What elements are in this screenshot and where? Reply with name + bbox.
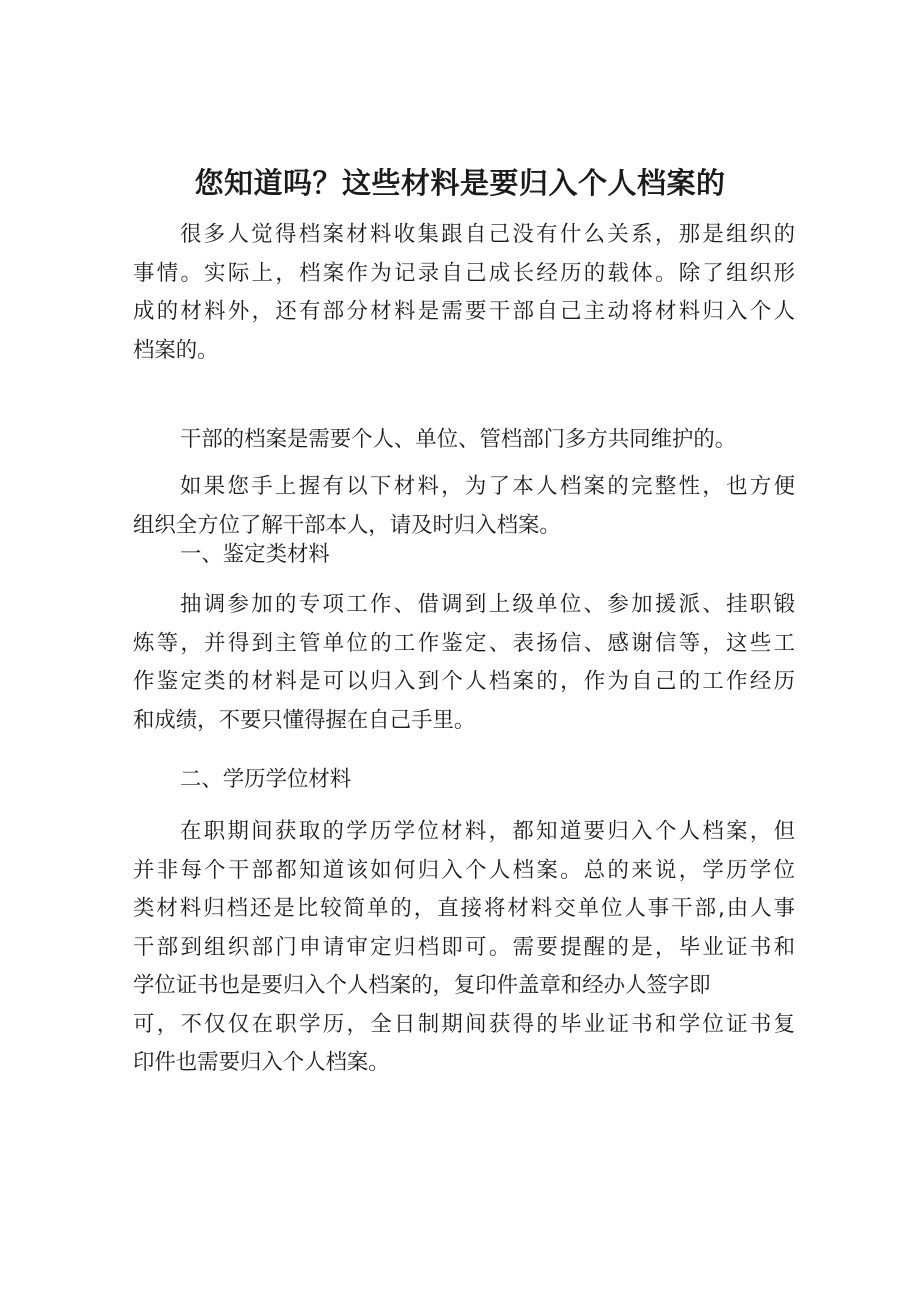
paragraph-line: 在职期间获取的学历学位材料，都知道要归入个人档案，但 bbox=[180, 819, 795, 844]
paragraph-line: 很多人觉得档案材料收集跟自己没有什么关系，那是组织的 bbox=[180, 222, 795, 247]
paragraph-line: 组织全方位了解干部本人，请及时归入档案。 bbox=[133, 512, 561, 538]
paragraph-line: 如果您手上握有以下材料，为了本人档案的完整性，也方便 bbox=[180, 474, 795, 499]
paragraph-line: 类材料归档还是比较简单的，直接将材料交单位人事干部,由人事 bbox=[133, 896, 795, 921]
paragraph-line: 可，不仅仅在职学历，全日制期间获得的毕业证书和学位证书复 bbox=[133, 1011, 795, 1037]
section-heading: 二、学历学位材料 bbox=[180, 767, 352, 792]
paragraph-line: 干部的档案是需要个人、单位、管档部门多方共同维护的。 bbox=[180, 427, 737, 452]
section-heading: 一、鉴定类材料 bbox=[180, 542, 330, 567]
paragraph-line: 作鉴定类的材料是可以归入到个人档案的，作为自己的工作经历 bbox=[133, 669, 795, 694]
paragraph-education bbox=[133, 813, 795, 1083]
paragraph-maintenance bbox=[133, 421, 795, 460]
section-heading-appraisal bbox=[133, 536, 795, 575]
document-title: 您知道吗？这些材料是要归入个人档案的 bbox=[194, 166, 726, 200]
paragraph-line: 学位证书也是要归入个人档案的，复印件盖章和经办人签字即 bbox=[133, 973, 711, 998]
paragraph-line: 干部到组织部门申请审定归档即可。需要提醒的是，毕业证书和 bbox=[133, 934, 795, 960]
paragraph-request bbox=[133, 468, 795, 545]
paragraph-intro bbox=[133, 216, 795, 370]
section-heading-education bbox=[133, 761, 795, 800]
paragraph-line: 档案的。 bbox=[133, 337, 219, 363]
paragraph-line: 炼等，并得到主管单位的工作鉴定、表扬信、感谢信等，这些工 bbox=[133, 630, 795, 656]
paragraph-line: 并非每个干部都知道该如何归入个人档案。总的来说，学历学位 bbox=[133, 857, 795, 883]
paragraph-line: 抽调参加的专项工作、借调到上级单位、参加援派、挂职锻 bbox=[180, 592, 795, 617]
paragraph-appraisal bbox=[133, 586, 795, 740]
paragraph-line: 成的材料外，还有部分材料是需要干部自己主动将材料归入个人 bbox=[133, 299, 795, 324]
paragraph-line: 事情。实际上，档案作为记录自己成长经历的载体。除了组织形 bbox=[133, 260, 795, 286]
paragraph-line: 和成绩，不要只懂得握在自己手里。 bbox=[133, 707, 476, 733]
paragraph-line: 印件也需要归入个人档案。 bbox=[133, 1050, 390, 1075]
